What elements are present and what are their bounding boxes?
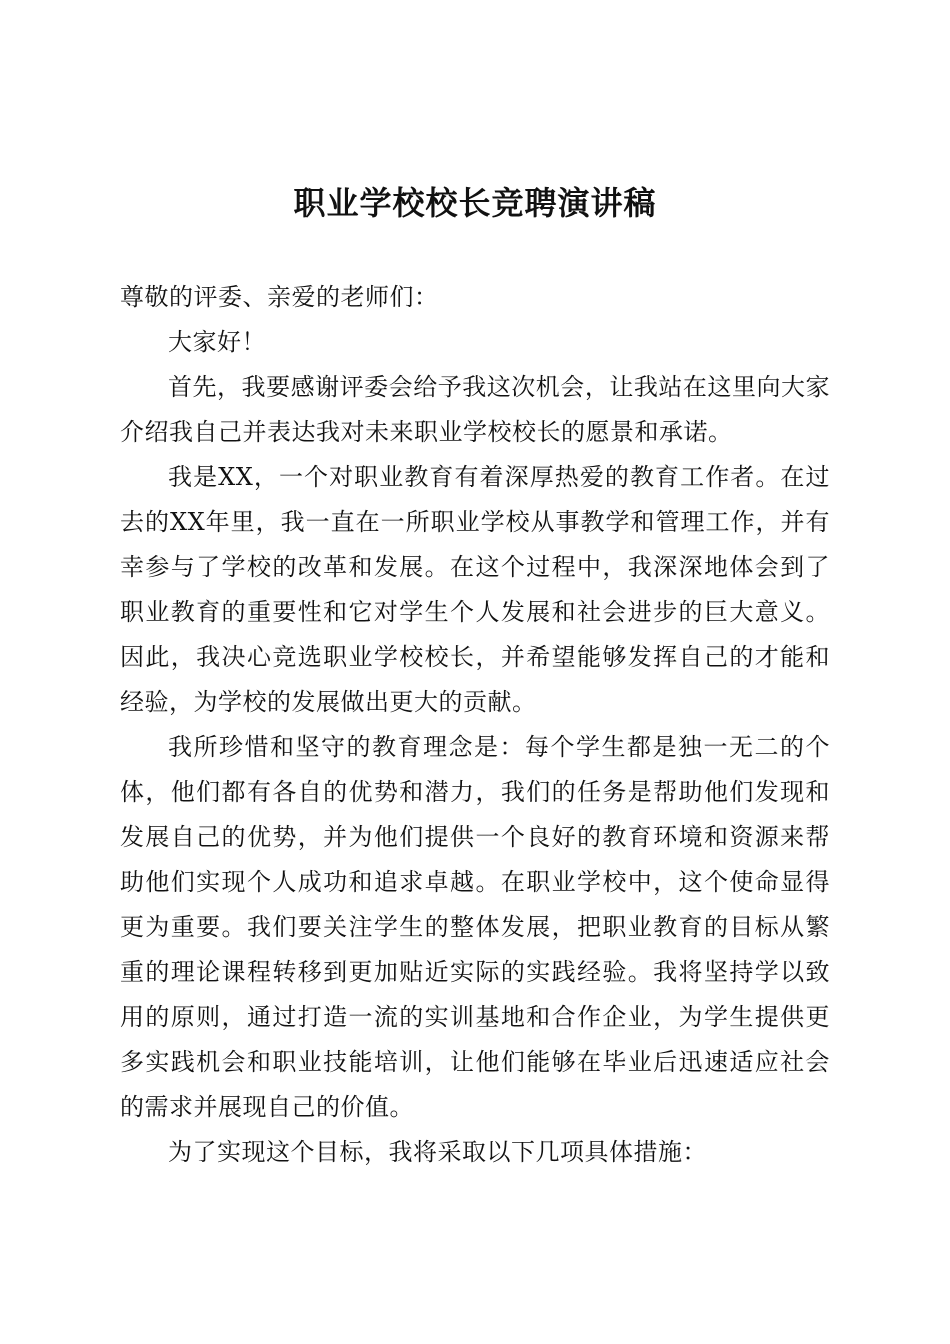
- paragraph-greeting: 大家好！: [168, 328, 266, 356]
- paragraph-philosophy: 我所珍惜和坚守的教育理念是：每个学生都是独一无二的个体，他们都有各自的优势和潜力，我们的任务是帮助他们发现和发展自己的优势，并为他们提供一个良好的教育环境和资源来帮助他们实现个人成功和追求卓越。在职业学校中，这个使命显得更为重要。我们要关注学生的整体发展，把职业教育的目标从繁重的理论课程转移到更加贴近实际的实践经验。我将坚持学以致用的原则，通过打造一流的实训基地和合作企业，为学生提供更多实践机会和职业技能培训，让他们能够在毕业后迅速适应社会的需求并展现自己的价值。: [120, 733, 830, 1121]
- document-body: [120, 275, 830, 1175]
- paragraph-introduction: 我是XX，一个对职业教育有着深厚热爱的教育工作者。在过去的XX年里，我一直在一所职业学校从事教学和管理工作，并有幸参与了学校的改革和发展。在这个过程中，我深深地体会到了职业教育的重要性和它对学生个人发展和社会进步的巨大意义。因此，我决心竞选职业学校校长，并希望能够发挥自己的才能和经验，为学校的发展做出更大的贡献。: [120, 463, 830, 716]
- salutation: 尊敬的评委、亲爱的老师们：: [120, 283, 439, 311]
- paragraph-thanks: 首先，我要感谢评委会给予我这次机会，让我站在这里向大家介绍我自己并表达我对未来职业学校校长的愿景和承诺。: [120, 373, 830, 446]
- paragraph-measures: 为了实现这个目标，我将采取以下几项具体措施：: [168, 1138, 707, 1166]
- document-title: 职业学校校长竞聘演讲稿: [293, 184, 657, 222]
